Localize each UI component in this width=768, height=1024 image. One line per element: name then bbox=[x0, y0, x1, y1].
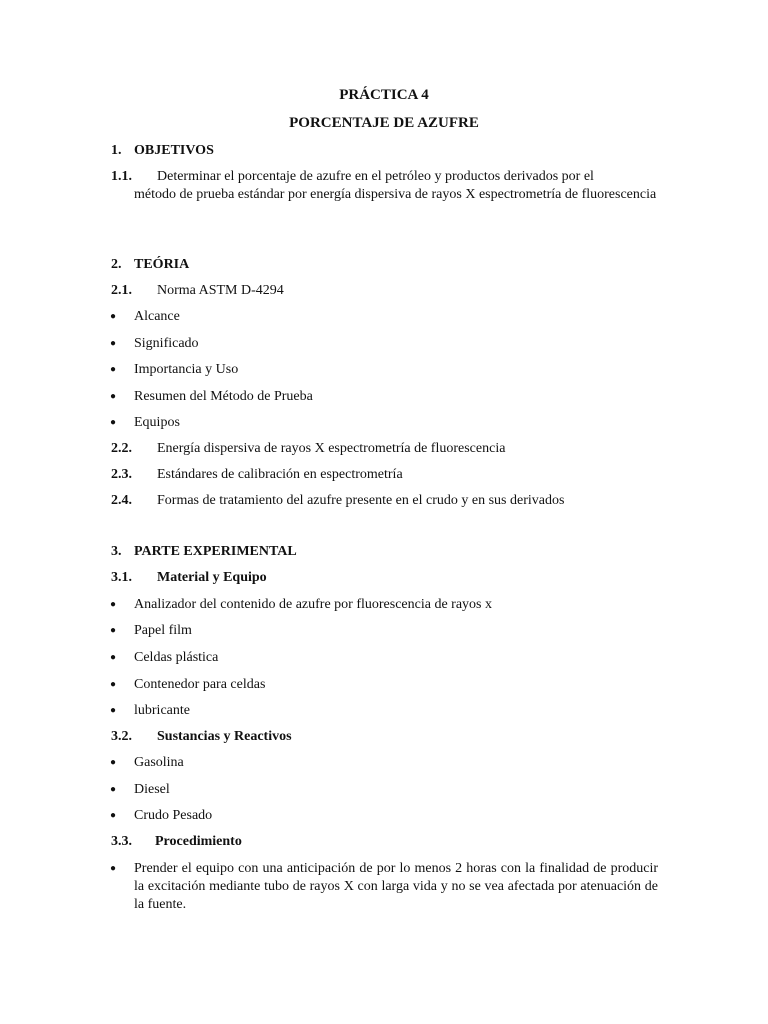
bullet-icon: ● bbox=[110, 364, 117, 375]
subsection-number: 3.2. bbox=[111, 729, 132, 744]
subsection-text: Norma ASTM D-4294 bbox=[157, 283, 284, 298]
subsection-number: 2.2. bbox=[111, 441, 132, 456]
list-item: Papel film bbox=[134, 623, 192, 638]
section-heading-objetivos: OBJETIVOS bbox=[134, 143, 214, 158]
section-heading-experimental: PARTE EXPERIMENTAL bbox=[134, 544, 297, 559]
list-item: lubricante bbox=[134, 703, 190, 718]
subsection-number: 2.1. bbox=[111, 283, 132, 298]
list-item: Equipos bbox=[134, 415, 180, 430]
list-item: Analizador del contenido de azufre por fluorescencia de rayos x bbox=[134, 597, 493, 612]
bullet-icon: ● bbox=[110, 705, 117, 716]
subsection-number: 1.1. bbox=[111, 169, 132, 184]
list-item: Resumen del Método de Prueba bbox=[134, 389, 313, 404]
bullet-icon: ● bbox=[110, 599, 117, 610]
subsection-number: 3.1. bbox=[111, 570, 132, 585]
bullet-icon: ● bbox=[110, 391, 117, 402]
procedure-step: Prender el equipo con una anticipación de por lo menos 2 horas con la finalidad de producir la excitación mediante tubo de rayos X con larga vida y no se vea afectada por atenuación de la fuente. bbox=[134, 861, 658, 912]
bullet-icon: ● bbox=[110, 311, 117, 322]
practice-subtitle: PORCENTAJE DE AZUFRE bbox=[289, 115, 479, 131]
bullet-icon: ● bbox=[110, 810, 117, 821]
subsection-number: 2.4. bbox=[111, 493, 132, 508]
list-item: Diesel bbox=[134, 782, 170, 797]
subsection-heading: Sustancias y Reactivos bbox=[157, 729, 292, 744]
bullet-icon: ● bbox=[110, 417, 117, 428]
bullet-icon: ● bbox=[110, 338, 117, 349]
subsection-text: Formas de tratamiento del azufre presente en el crudo y en sus derivados bbox=[157, 493, 565, 508]
subsection-text: Energía dispersiva de rayos X espectrometría de fluorescencia bbox=[157, 441, 506, 456]
bullet-icon: ● bbox=[110, 863, 117, 874]
list-item: Celdas plástica bbox=[134, 650, 219, 665]
list-item: Alcance bbox=[134, 309, 180, 324]
subsection-heading: Material y Equipo bbox=[157, 570, 267, 585]
bullet-icon: ● bbox=[110, 652, 117, 663]
subsection-number: 2.3. bbox=[111, 467, 132, 482]
objective-continuation-text: método de prueba estándar por energía dispersiva de rayos X espectrometría de fluorescencia bbox=[134, 187, 657, 202]
section-number: 1. bbox=[111, 143, 122, 158]
list-item: Crudo Pesado bbox=[134, 808, 213, 823]
section-number: 2. bbox=[111, 257, 122, 272]
bullet-icon: ● bbox=[110, 784, 117, 795]
section-heading-teoria: TEÓRIA bbox=[134, 257, 190, 272]
bullet-icon: ● bbox=[110, 757, 117, 768]
bullet-icon: ● bbox=[110, 679, 117, 690]
practice-title: PRÁCTICA 4 bbox=[339, 87, 429, 103]
list-item: Importancia y Uso bbox=[134, 362, 239, 377]
list-item: Significado bbox=[134, 336, 199, 351]
subsection-heading: Procedimiento bbox=[155, 834, 242, 849]
section-number: 3. bbox=[111, 544, 122, 559]
bullet-icon: ● bbox=[110, 625, 117, 636]
subsection-text: Estándares de calibración en espectrometría bbox=[157, 467, 403, 482]
list-item: Gasolina bbox=[134, 755, 184, 770]
list-item: Contenedor para celdas bbox=[134, 677, 266, 692]
objective-lead-text: Determinar el porcentaje de azufre en el petróleo y productos derivados por el bbox=[157, 169, 594, 184]
subsection-number: 3.3. bbox=[111, 834, 132, 849]
